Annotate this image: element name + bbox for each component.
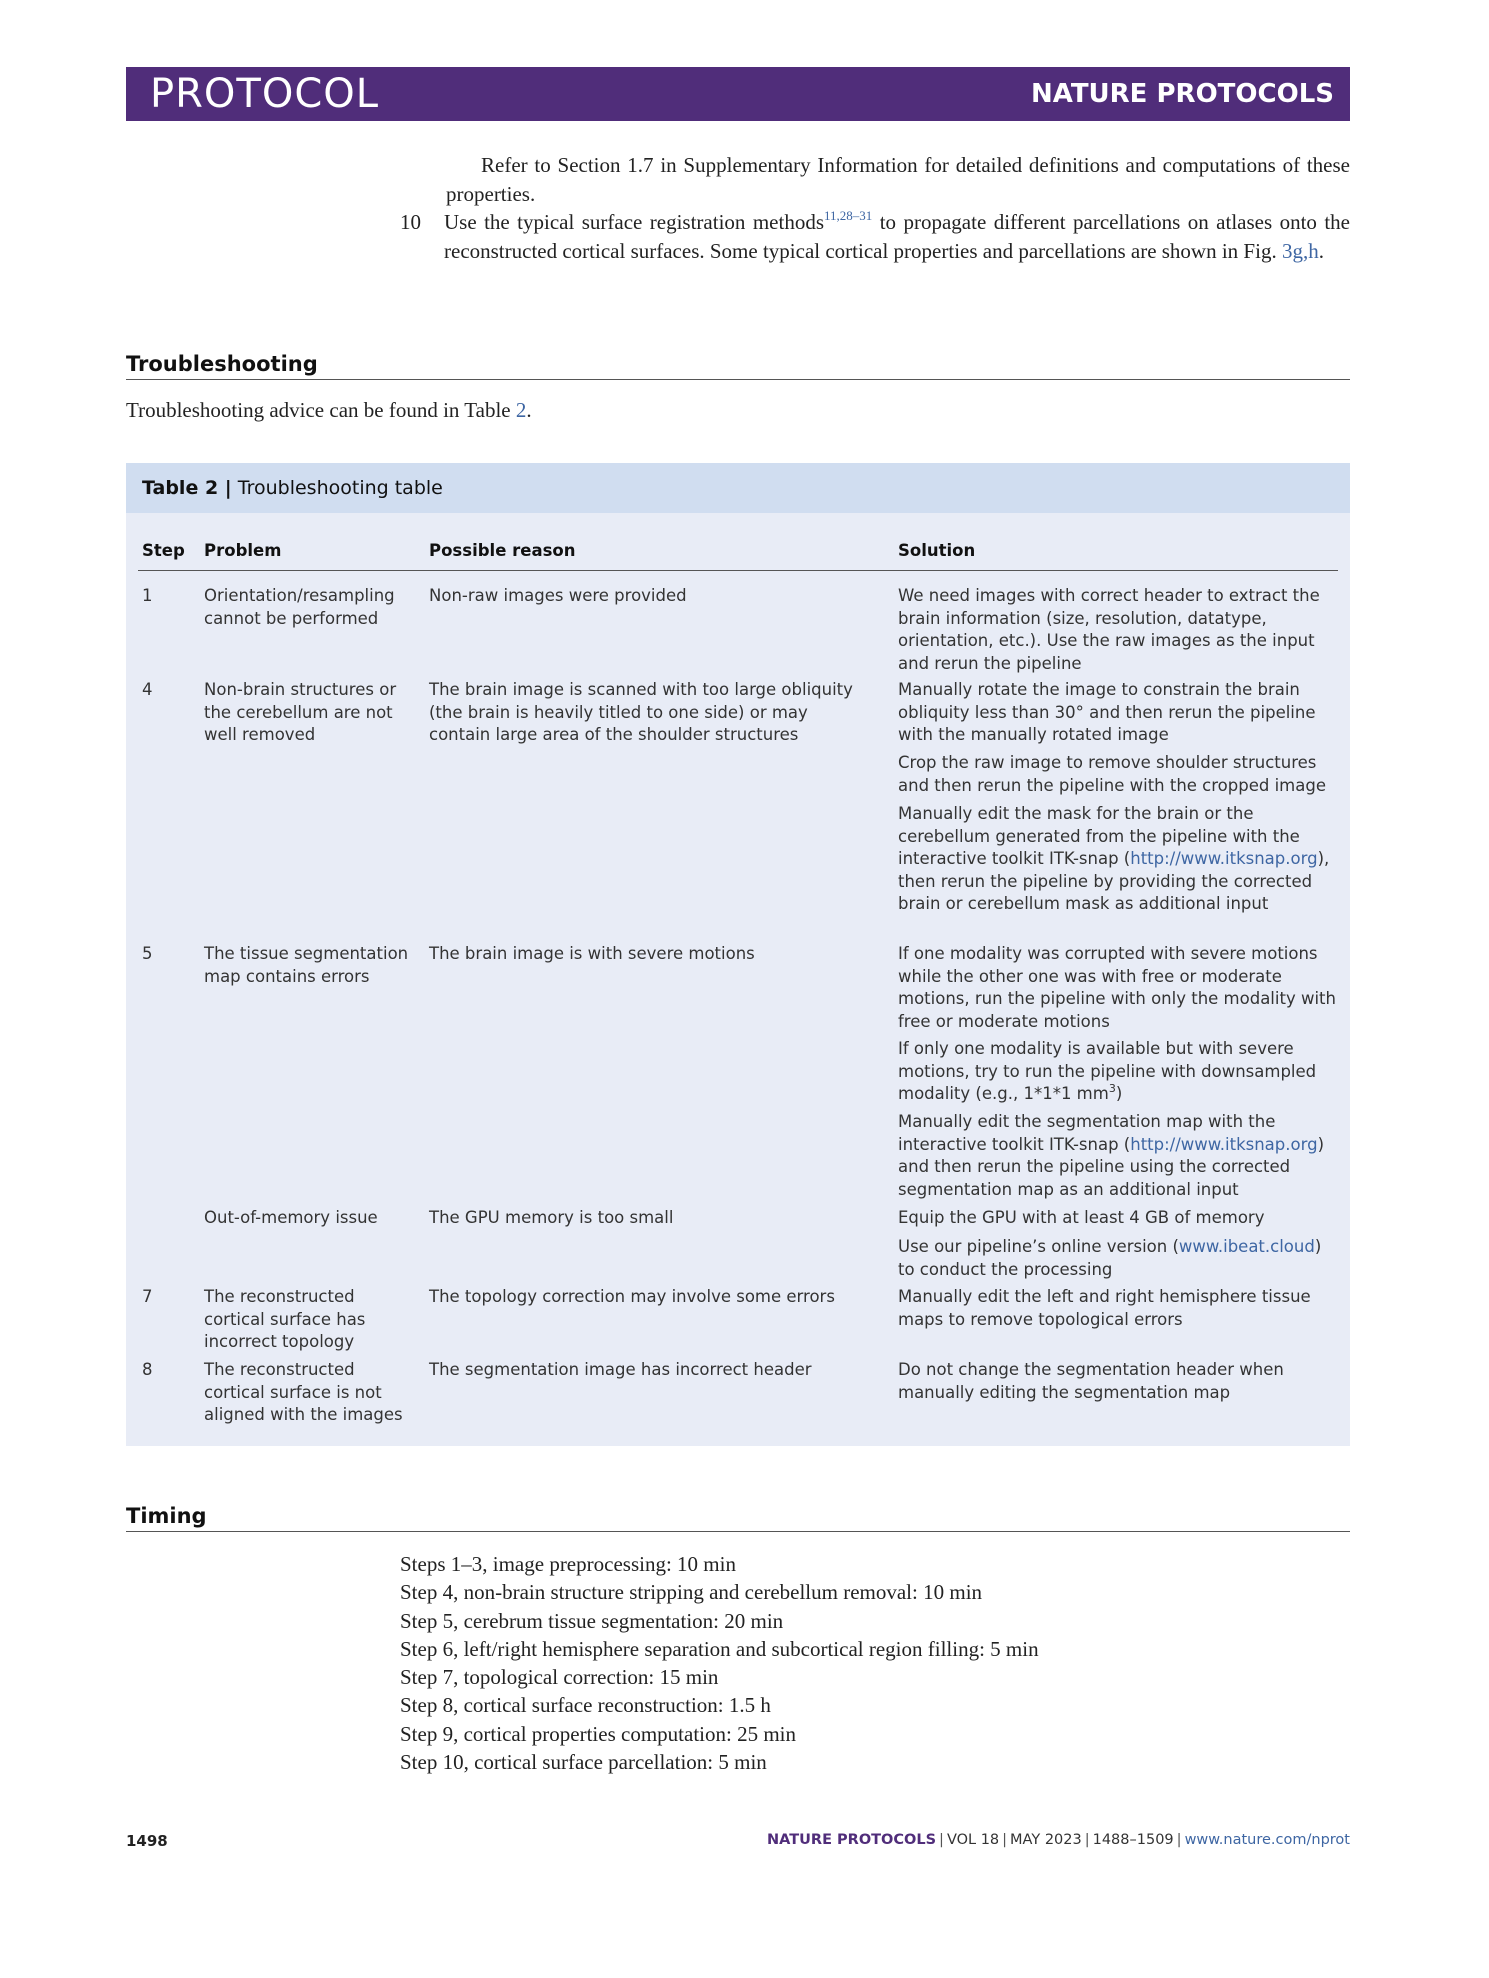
troubleshooting-table [126,463,1350,1446]
row-8-step: 8 [142,1360,153,1379]
timing-item: Step 5, cerebrum tissue segmentation: 20 min [400,1608,784,1633]
footer-journal: NATURE PROTOCOLS [767,1832,937,1848]
timing-item: Step 4, non-brain structure stripping and cerebellum removal: 10 min [400,1580,983,1605]
row-4-solution-2: Crop the raw image to remove shoulder structures and then rerun the pipeline with the cropped image [898,753,1326,795]
row-8-problem: The reconstructed cortical surface is not aligned with the images [204,1360,403,1424]
troubleshooting-paragraph: Troubleshooting advice can be found in Table 2. [126,398,532,422]
row-7-step: 7 [142,1287,153,1306]
step-10 [400,208,1350,265]
row-oom-solution-1: Equip the GPU with at least 4 GB of memory [898,1208,1265,1227]
timing-list [400,1550,1039,1776]
header-reason: Possible reason [429,541,576,560]
row-5-reason: The brain image is with severe motions [429,944,755,963]
table-link[interactable]: 2 [515,398,527,422]
row-7-reason: The topology correction may involve some errors [429,1287,835,1306]
timing-item: Step 9, cortical properties computation: 25 min [400,1721,796,1746]
section-label: PROTOCOL [150,71,380,117]
header-solution: Solution [898,541,976,560]
step-10-text: Use the typical surface registration methods$^{11,28-31}$ to propagate different parcellations on atlases onto the reconstructed cortical surfaces. Some typical cortical properties and parcellations are shown in Fig. 3g,h. [444,208,1350,263]
row-4-problem: Non-brain structures or the cerebellum are not well removed [204,680,397,744]
timing-heading: Timing [126,1504,1350,1532]
header-problem: Problem [204,541,282,560]
row-oom-problem: Out-of-memory issue [204,1208,378,1227]
table-header [138,523,1338,571]
row-5-step: 5 [142,944,153,963]
step-intro [400,151,1350,265]
footer-citation: NATURE PROTOCOLS | VOL 18 | MAY 2023 | 1488–1509 | www.nature.com/nprot [767,1832,1350,1848]
row-5-problem: The tissue segmentation map contains errors [204,944,409,986]
journal-name: NATURE PROTOCOLS [1030,79,1334,109]
troubleshooting-heading: Troubleshooting [126,352,1350,380]
itksnap-link[interactable]: http://www.itksnap.org [1130,849,1318,868]
refer-paragraph: Refer to Section 1.7 in Supplementary Information for detailed definitions and computations of these properties. [446,153,1350,206]
row-4-step: 4 [142,680,153,699]
itksnap-link[interactable]: http://www.itksnap.org [1130,1134,1318,1154]
table-title: Table 2 | Troubleshooting table [126,463,1350,513]
footer-pages: 1488–1509 [1092,1832,1174,1848]
row-5-solution-1: If one modality was corrupted with severe motions while the other one was with free or moderate motions, run the pipeline with only the modality with free or moderate motions [898,944,1336,1031]
timing-item: Steps 1–3, image preprocessing: 10 min [400,1552,736,1576]
timing-item: Step 6, left/right hemisphere separation and subcortical region filling: 5 min [400,1636,1039,1661]
row-1-reason: Non-raw images were provided [429,586,687,605]
footer-date: MAY 2023 [1010,1832,1082,1848]
row-7-problem: The reconstructed cortical surface has incorrect topology [204,1287,366,1351]
row-8-solution: Do not change the segmentation header when manually editing the segmentation map [898,1360,1284,1402]
page-number: 1498 [126,1832,168,1850]
row-4-solution-3: Manually edit the mask for the brain or the cerebellum generated from the pipeline with the interactive toolkit ITK-snap (http://www.itksnap.org), then rerun the pipeline by providing the corrected brain or cerebellum mask as additional input [898,804,1330,913]
row-1-problem: Orientation/resampling cannot be performed [204,586,395,628]
row-5-solution-3: Manually edit the segmentation map with the interactive toolkit ITK-snap (http://www.itksnap.org) and then rerun the pipeline using the corrected segmentation map as an additional input [898,1112,1325,1199]
footer-url[interactable]: www.nature.com/nprot [1184,1832,1350,1848]
row-4-solution-1: Manually rotate the image to constrain the brain obliquity less than 30° and then rerun the pipeline with the manually rotated image [898,680,1316,744]
step-number: 10 [400,210,421,234]
row-8-reason: The segmentation image has incorrect header [429,1360,812,1379]
row-4-reason: The brain image is scanned with too large obliquity (the brain is heavily titled to one side) or may contain large area of the shoulder structures [429,680,853,744]
timing-item: Step 10, cortical surface parcellation: 5 min [400,1750,767,1775]
header-banner [126,67,1350,121]
row-5-solution-2: If only one modality is available but with severe motions, try to run the pipeline with downsampled modality (e.g., 1*1*1 $mm^3$) [898,1039,1317,1103]
row-oom-reason: The GPU memory is too small [429,1208,674,1227]
footer-volume: VOL 18 [946,1832,1000,1848]
timing-item: Step 8, cortical surface reconstruction: 1.5 h [400,1693,771,1718]
reference-link[interactable]: 11,28–31 [824,208,873,223]
row-1-solution: We need images with correct header to extract the brain information (size, resolution, datatype, orientation, etc.). Use the raw images as the input and rerun the pipeline [898,586,1320,673]
ibeat-link[interactable]: www.ibeat.cloud [1178,1237,1315,1256]
timing-item: Step 7, topological correction: 15 min [400,1665,719,1690]
header-step: Step [142,541,185,560]
row-1-step: 1 [142,586,153,605]
figure-link[interactable]: 3g,h [1281,238,1319,263]
row-oom-solution-2: Use our pipeline’s online version (www.ibeat.cloud) to conduct the processing [898,1237,1322,1279]
row-7-solution: Manually edit the left and right hemisphere tissue maps to remove topological errors [898,1287,1311,1329]
